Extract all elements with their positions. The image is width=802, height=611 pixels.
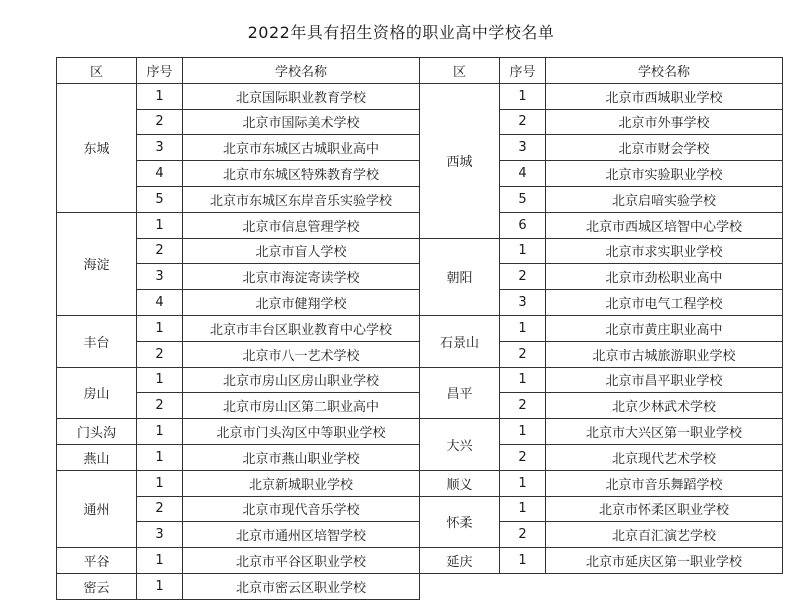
- seq-cell: 1: [137, 83, 183, 109]
- school-name-cell: 北京启喑实验学校: [546, 186, 783, 212]
- header-district-right: 区: [420, 58, 500, 84]
- header-school-right: 学校名称: [546, 58, 783, 84]
- school-name-cell: 北京市电气工程学校: [546, 290, 783, 316]
- school-name-cell: 北京市大兴区第一职业学校: [546, 419, 783, 445]
- school-name-cell: 北京市房山区房山职业学校: [183, 367, 420, 393]
- seq-cell: 3: [500, 135, 546, 161]
- school-name-cell: 北京市昌平职业学校: [546, 367, 783, 393]
- seq-cell: 1: [500, 315, 546, 341]
- table-row: [57, 496, 783, 522]
- school-name-cell: 北京市西城区培智中心学校: [546, 212, 783, 238]
- school-name-cell: 北京国际职业教育学校: [183, 83, 420, 109]
- district-cell: 门头沟: [57, 419, 137, 445]
- empty-area: [420, 573, 783, 599]
- seq-cell: 1: [500, 548, 546, 574]
- header-seq-left: 序号: [137, 58, 183, 84]
- seq-cell: 1: [500, 419, 546, 445]
- table-row: [57, 315, 783, 341]
- table-row: [57, 238, 783, 264]
- seq-cell: 3: [500, 290, 546, 316]
- seq-cell: 1: [137, 548, 183, 574]
- seq-cell: 2: [137, 496, 183, 522]
- table-row: [57, 367, 783, 393]
- school-name-cell: 北京百汇演艺学校: [546, 522, 783, 548]
- district-cell: 大兴: [420, 419, 500, 471]
- school-name-cell: 北京现代艺术学校: [546, 444, 783, 470]
- school-name-cell: 北京少林武术学校: [546, 393, 783, 419]
- seq-cell: 3: [137, 264, 183, 290]
- school-name-cell: 北京市延庆区第一职业学校: [546, 548, 783, 574]
- seq-cell: 2: [500, 444, 546, 470]
- seq-cell: 4: [137, 290, 183, 316]
- seq-cell: 2: [500, 264, 546, 290]
- school-name-cell: 北京市东城区古城职业高中: [183, 135, 420, 161]
- header-school-left: 学校名称: [183, 58, 420, 84]
- school-name-cell: 北京市财会学校: [546, 135, 783, 161]
- seq-cell: 2: [137, 393, 183, 419]
- school-name-cell: 北京市盲人学校: [183, 238, 420, 264]
- school-name-cell: 北京市实验职业学校: [546, 161, 783, 187]
- seq-cell: 2: [137, 109, 183, 135]
- district-cell: 东城: [57, 83, 137, 212]
- school-name-cell: 北京市东城区东岸音乐实验学校: [183, 186, 420, 212]
- seq-cell: 5: [500, 186, 546, 212]
- district-cell: 丰台: [57, 315, 137, 367]
- school-name-cell: 北京市外事学校: [546, 109, 783, 135]
- seq-cell: 2: [500, 522, 546, 548]
- seq-cell: 4: [137, 161, 183, 187]
- seq-cell: 1: [137, 367, 183, 393]
- table-row: [57, 573, 783, 599]
- district-cell: 顺义: [420, 470, 500, 496]
- school-name-cell: 北京市国际美术学校: [183, 109, 420, 135]
- seq-cell: 1: [500, 83, 546, 109]
- seq-cell: 2: [137, 238, 183, 264]
- district-cell: 海淀: [57, 212, 137, 315]
- school-name-cell: 北京市西城职业学校: [546, 83, 783, 109]
- school-name-cell: 北京市古城旅游职业学校: [546, 341, 783, 367]
- school-name-cell: 北京市通州区培智学校: [183, 522, 420, 548]
- district-cell: 西城: [420, 83, 500, 238]
- school-name-cell: 北京市燕山职业学校: [183, 444, 420, 470]
- school-name-cell: 北京市海淀寄读学校: [183, 264, 420, 290]
- school-name-cell: 北京市音乐舞蹈学校: [546, 470, 783, 496]
- header-row: [57, 58, 783, 84]
- seq-cell: 1: [137, 419, 183, 445]
- school-name-cell: 北京市平谷区职业学校: [183, 548, 420, 574]
- district-cell: 房山: [57, 367, 137, 419]
- seq-cell: 3: [137, 522, 183, 548]
- seq-cell: 1: [137, 212, 183, 238]
- school-name-cell: 北京市怀柔区职业学校: [546, 496, 783, 522]
- school-roster-table: [56, 57, 783, 600]
- seq-cell: 1: [500, 470, 546, 496]
- school-name-cell: 北京市丰台区职业教育中心学校: [183, 315, 420, 341]
- school-name-cell: 北京市密云区职业学校: [183, 573, 420, 599]
- school-name-cell: 北京市健翔学校: [183, 290, 420, 316]
- header-district-left: 区: [57, 58, 137, 84]
- seq-cell: 3: [137, 135, 183, 161]
- school-name-cell: 北京市黄庄职业高中: [546, 315, 783, 341]
- seq-cell: 1: [500, 496, 546, 522]
- school-name-cell: 北京市房山区第二职业高中: [183, 393, 420, 419]
- seq-cell: 1: [137, 315, 183, 341]
- district-cell: 密云: [57, 573, 137, 599]
- district-cell: 朝阳: [420, 238, 500, 315]
- school-name-cell: 北京市现代音乐学校: [183, 496, 420, 522]
- seq-cell: 2: [500, 341, 546, 367]
- seq-cell: 6: [500, 212, 546, 238]
- seq-cell: 1: [137, 470, 183, 496]
- seq-cell: 1: [137, 444, 183, 470]
- document-title: 2022年具有招生资格的职业高中学校名单: [247, 23, 555, 42]
- seq-cell: 5: [137, 186, 183, 212]
- seq-cell: 2: [500, 393, 546, 419]
- school-name-cell: 北京市信息管理学校: [183, 212, 420, 238]
- table-row: [57, 470, 783, 496]
- table-row: [57, 548, 783, 574]
- district-cell: 通州: [57, 470, 137, 547]
- school-name-cell: 北京市八一艺术学校: [183, 341, 420, 367]
- district-cell: 昌平: [420, 367, 500, 419]
- seq-cell: 4: [500, 161, 546, 187]
- table-row: [57, 83, 783, 109]
- district-cell: 石景山: [420, 315, 500, 367]
- district-cell: 平谷: [57, 548, 137, 574]
- school-name-cell: 北京市东城区特殊教育学校: [183, 161, 420, 187]
- school-name-cell: 北京市求实职业学校: [546, 238, 783, 264]
- seq-cell: 2: [137, 341, 183, 367]
- school-name-cell: 北京市门头沟区中等职业学校: [183, 419, 420, 445]
- roster-body: [57, 83, 783, 599]
- header-seq-right: 序号: [500, 58, 546, 84]
- district-cell: 怀柔: [420, 496, 500, 548]
- table-row: [57, 419, 783, 445]
- seq-cell: 1: [500, 367, 546, 393]
- school-name-cell: 北京市劲松职业高中: [546, 264, 783, 290]
- school-name-cell: 北京新城职业学校: [183, 470, 420, 496]
- seq-cell: 2: [500, 109, 546, 135]
- district-cell: 延庆: [420, 548, 500, 574]
- district-cell: 燕山: [57, 444, 137, 470]
- seq-cell: 1: [137, 573, 183, 599]
- seq-cell: 1: [500, 238, 546, 264]
